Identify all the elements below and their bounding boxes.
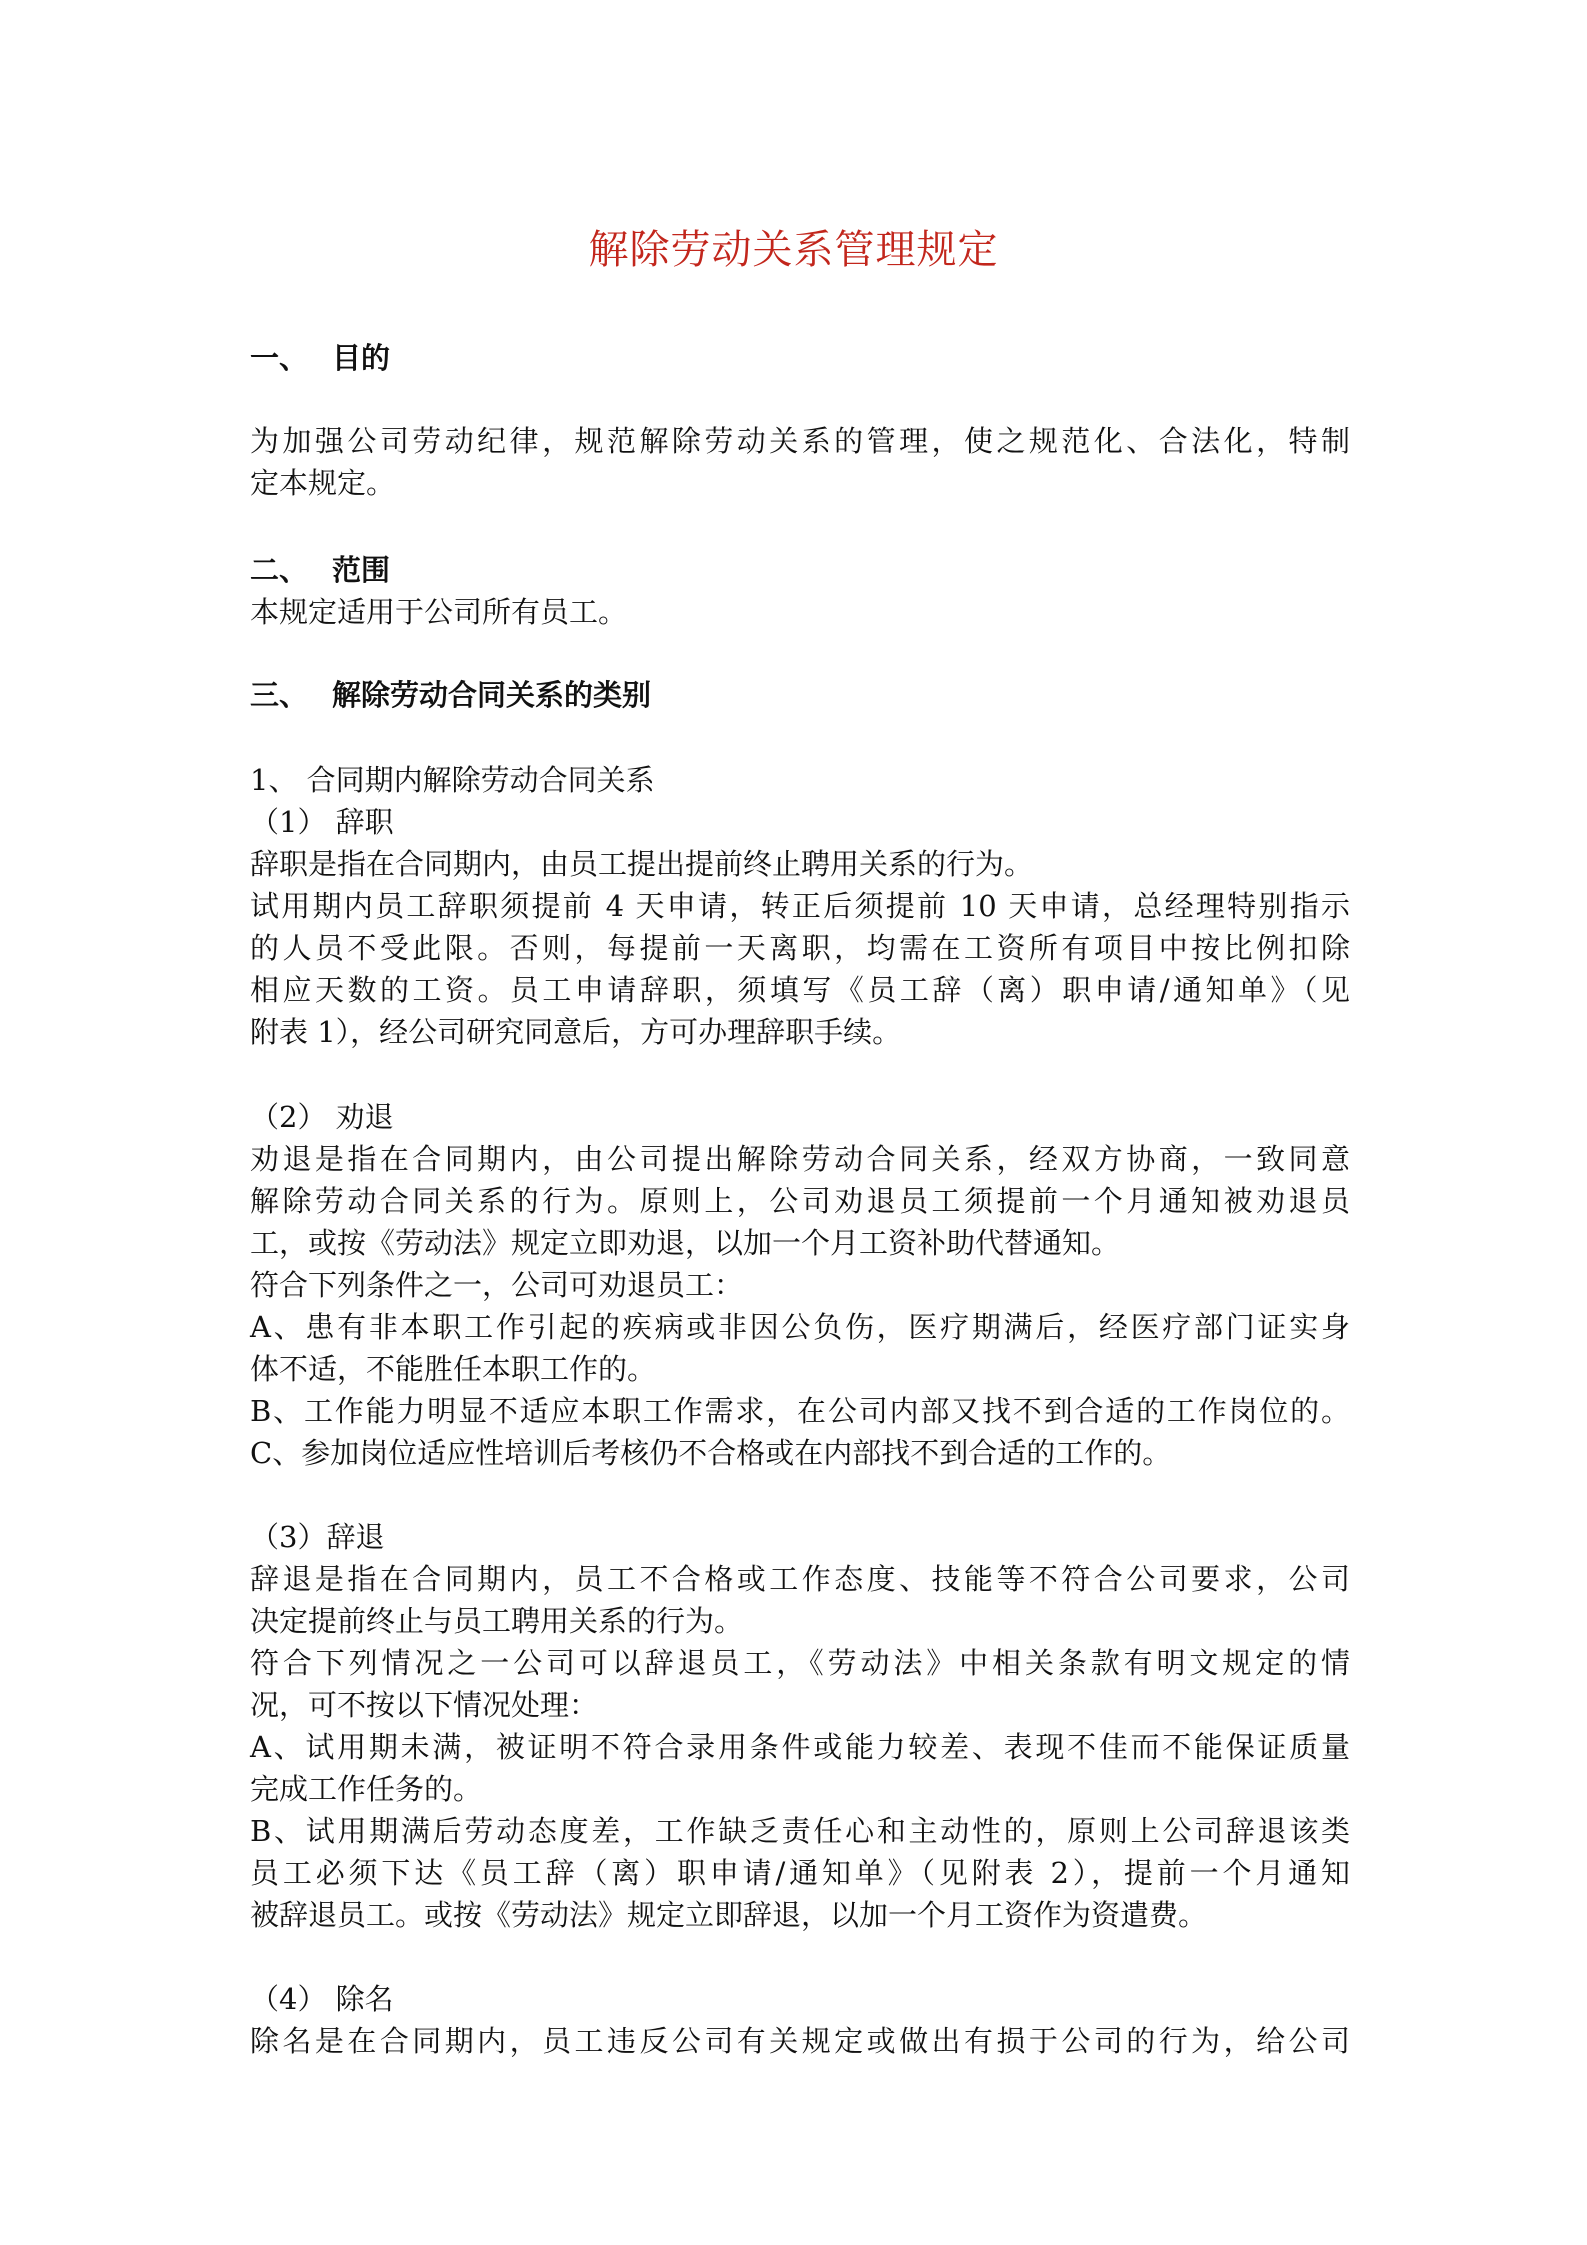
paragraph-line: 相应天数的工资。员工申请辞职，须填写《员工辞（离）职申请/通知单》（见	[250, 973, 1350, 1007]
section-heading-purpose	[250, 337, 1350, 379]
section-number: 三、	[250, 678, 309, 712]
paragraph-line: 的人员不受此限。否则，每提前一天离职，均需在工资所有项目中按比例扣除	[250, 931, 1350, 965]
paragraph-line: 被辞退员工。或按《劳动法》规定立即辞退，以加一个月工资作为资遣费。	[250, 1898, 1208, 1932]
paragraph-line: 劝退是指在合同期内，由公司提出解除劳动合同关系，经双方协商，一致同意	[250, 1142, 1350, 1176]
section-title: 解除劳动合同关系的类别	[332, 678, 652, 712]
paragraph-line: 定本规定。	[250, 466, 396, 500]
paragraph-line: 附表 1），经公司研究同意后，方可办理辞职手续。	[250, 1015, 902, 1049]
paragraph-line: 辞职是指在合同期内，由员工提出提前终止聘用关系的行为。	[250, 847, 1034, 881]
paragraph-line: 符合下列条件之一，公司可劝退员工：	[250, 1268, 744, 1302]
paragraph-line: 解除劳动合同关系的行为。原则上，公司劝退员工须提前一个月通知被劝退员	[250, 1184, 1350, 1218]
item-heading-persuade: （2） 劝退	[250, 1100, 394, 1134]
paragraph-line: 况，可不按以下情况处理：	[250, 1688, 599, 1722]
section-heading-categories	[250, 674, 1350, 716]
paragraph-line: 体不适，不能胜任本职工作的。	[250, 1352, 657, 1386]
paragraph-line: 试用期内员工辞职须提前 4 天申请，转正后须提前 10 天申请，总经理特别指示	[250, 889, 1350, 923]
paragraph-line: A、患有非本职工作引起的疾病或非因公负伤，医疗期满后，经医疗部门证实身	[250, 1310, 1350, 1344]
paragraph-line: 工，或按《劳动法》规定立即劝退，以加一个月工资补助代替通知。	[250, 1226, 1121, 1260]
item-heading-dismiss: （3）辞退	[250, 1520, 385, 1554]
paragraph-line: 完成工作任务的。	[250, 1772, 483, 1806]
section-title: 目的	[332, 341, 391, 375]
section-number: 一、	[250, 341, 309, 375]
paragraph-line: 为加强公司劳动纪律，规范解除劳动关系的管理，使之规范化、合法化，特制	[250, 424, 1350, 458]
paragraph-line: 本规定适用于公司所有员工。	[250, 595, 628, 629]
paragraph-line: C、参加岗位适应性培训后考核仍不合格或在内部找不到合适的工作的。	[250, 1436, 1172, 1470]
subsection-heading: 1、 合同期内解除劳动合同关系	[250, 763, 655, 797]
section-heading-scope	[250, 549, 1350, 591]
paragraph-line: 决定提前终止与员工聘用关系的行为。	[250, 1604, 744, 1638]
paragraph-line: 除名是在合同期内，员工违反公司有关规定或做出有损于公司的行为，给公司	[250, 2024, 1350, 2058]
paragraph-line: 符合下列情况之一公司可以辞退员工，《劳动法》中相关条款有明文规定的情	[250, 1646, 1350, 1680]
paragraph-line: B、试用期满后劳动态度差，工作缺乏责任心和主动性的，原则上公司辞退该类	[250, 1814, 1350, 1848]
section-number: 二、	[250, 553, 309, 587]
paragraph-line: A、试用期未满，被证明不符合录用条件或能力较差、表现不佳而不能保证质量	[250, 1730, 1350, 1764]
document-title: 解除劳动关系管理规定	[588, 227, 999, 273]
paragraph-line: B、工作能力明显不适应本职工作需求，在公司内部又找不到合适的工作岗位的。	[250, 1394, 1350, 1428]
paragraph-line: 员工必须下达《员工辞（离）职申请/通知单》（见附表 2），提前一个月通知	[250, 1856, 1350, 1890]
paragraph-line: 辞退是指在合同期内，员工不合格或工作态度、技能等不符合公司要求，公司	[250, 1562, 1350, 1596]
item-heading-expel: （4） 除名	[250, 1982, 394, 2016]
item-heading-resign: （1） 辞职	[250, 805, 394, 839]
section-title: 范围	[332, 553, 391, 587]
